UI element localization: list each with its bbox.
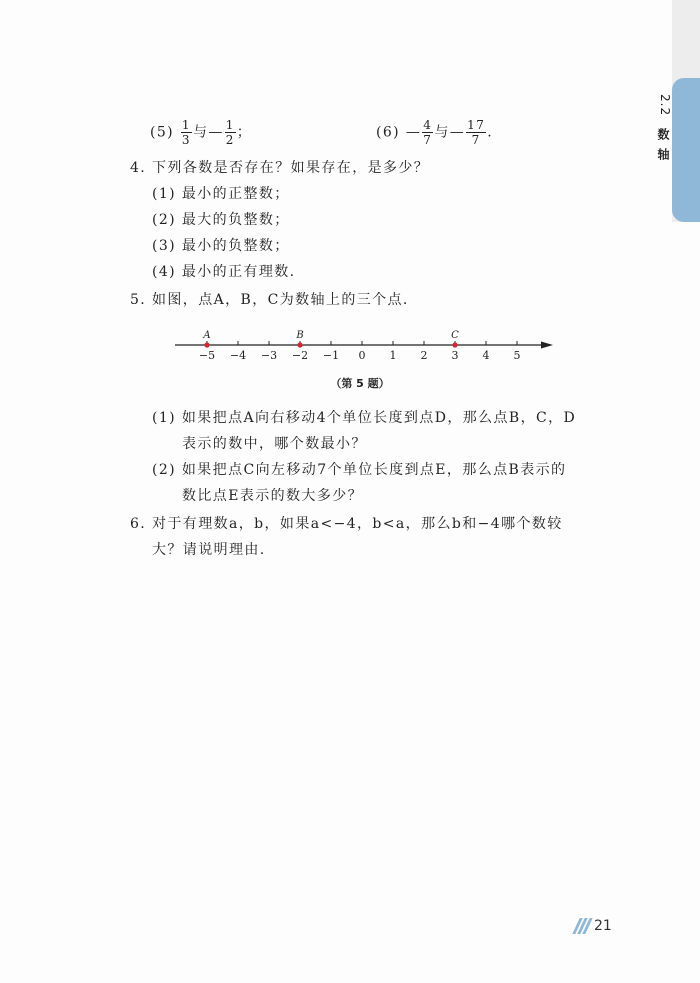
- point-b-marker: [297, 342, 302, 347]
- fraction-1-2: $\frac{1}{2}$: [225, 118, 235, 147]
- item-6-tail: .: [487, 124, 494, 141]
- question-6-line-2: 大？请说明理由.: [152, 542, 266, 558]
- tick-label: −1: [322, 349, 340, 362]
- tick-label: −4: [229, 349, 247, 362]
- tick-label: 4: [482, 349, 490, 362]
- point-c-marker: [452, 342, 457, 347]
- tick-label: 3: [451, 349, 459, 362]
- number-line-arrow: [541, 342, 553, 349]
- number-line-figure: [175, 325, 560, 367]
- tick-label: 1: [389, 349, 397, 362]
- item-6-lead: —: [405, 124, 422, 141]
- page-number-block: [576, 918, 612, 934]
- item-5-tail: ；: [236, 124, 253, 141]
- tick-label: −3: [260, 349, 278, 362]
- question-5-sub-2-line-1: (2) 如果把点C向左移动7个单位长度到点E，那么点B表示的: [152, 462, 567, 478]
- question-5-sub-1-line-1: (1) 如果把点A向右移动4个单位长度到点D，那么点B，C，D: [152, 410, 577, 426]
- question-4-stem: 4. 下列各数是否存在？如果存在，是多少？: [130, 160, 430, 176]
- point-a-label: A: [203, 330, 211, 341]
- tick-label: 5: [513, 349, 521, 362]
- question-4-sub-4: (4) 最小的正有理数.: [152, 264, 296, 280]
- tick-label: 0: [358, 349, 366, 362]
- point-c-label: C: [451, 330, 459, 341]
- page-stripes-icon: [576, 918, 591, 934]
- section-title: 数轴: [656, 128, 670, 168]
- question-5-sub-1-line-2: 表示的数中，哪个数最小？: [182, 436, 367, 452]
- tick-label: −2: [291, 349, 309, 362]
- question-6-line-1: 6. 对于有理数a，b，如果a<−4，b<a，那么b和−4哪个数较: [130, 516, 563, 532]
- question-4-sub-3: (3) 最小的负整数；: [152, 238, 290, 254]
- fraction-17-7: $\frac{17}{7}$: [467, 118, 486, 147]
- item-5-label: (5): [150, 124, 175, 141]
- fraction-1-3: $\frac{1}{3}$: [181, 118, 191, 147]
- tick-label: −5: [198, 349, 216, 362]
- side-tab-accent: [672, 78, 700, 222]
- point-b-label: B: [296, 330, 304, 341]
- item-5: [150, 118, 252, 147]
- question-5-stem: 5. 如图，点A，B，C为数轴上的三个点.: [130, 292, 409, 308]
- question-4-sub-2: (2) 最大的负整数；: [152, 212, 290, 228]
- section-number: 2.2: [658, 94, 672, 117]
- point-a-marker: [204, 342, 209, 347]
- question-5-sub-2-line-2: 数比点E表示的数大多少？: [182, 488, 364, 504]
- page-number: 21: [594, 918, 612, 934]
- fraction-4-7: $\frac{4}{7}$: [423, 118, 433, 147]
- figure-caption: （第 5 题）: [330, 377, 390, 390]
- item-6-label: (6): [376, 124, 401, 141]
- tick-label: 2: [420, 349, 428, 362]
- item-6-mid: 与—: [434, 124, 466, 141]
- item-5-mid: 与—: [192, 124, 224, 141]
- item-6: [376, 118, 493, 147]
- question-4-sub-1: (1) 最小的正整数；: [152, 186, 290, 202]
